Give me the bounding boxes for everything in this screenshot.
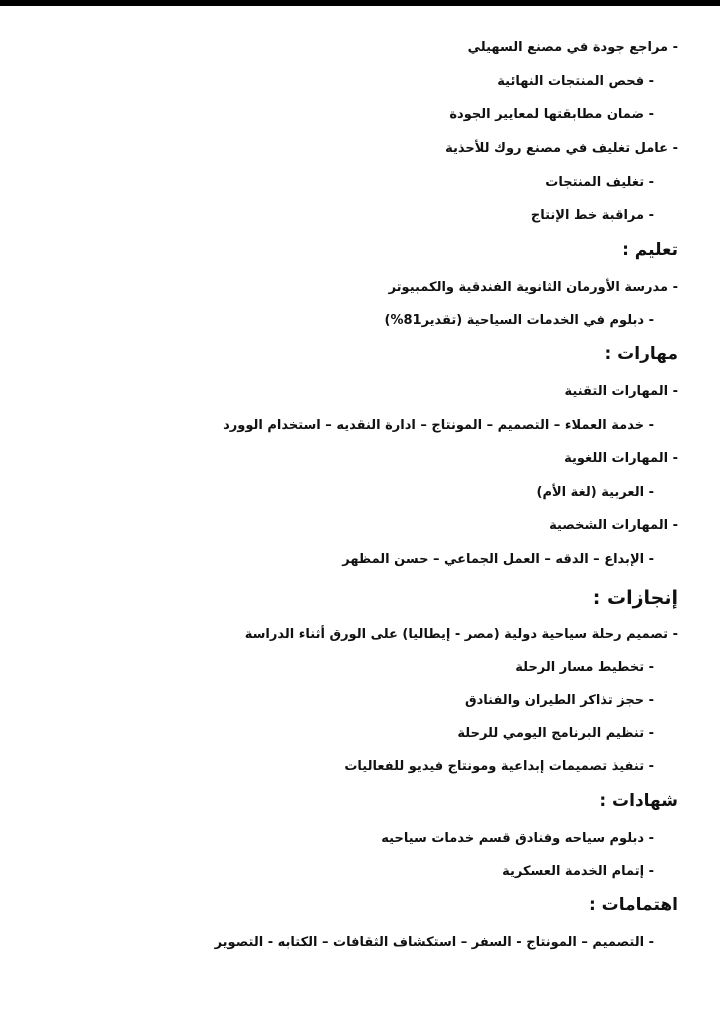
list-item: - العربية (لغة الأم) <box>536 485 654 500</box>
list-item: - مراقبة خط الإنتاج <box>530 208 654 223</box>
list-item: - تنظيم البرنامج اليومي للرحلة <box>457 726 654 741</box>
skills-subheading: - المهارات التقنية <box>564 384 678 399</box>
list-item: - الإبداع – الدقه – العمل الجماعي – حسن المظهر <box>342 552 654 567</box>
interests-heading: اهتمامات : <box>588 895 678 915</box>
certificates-heading: شهادات : <box>599 791 678 811</box>
school-name: - مدرسة الأورمان الثانوية الفندقية والكمبيوتر <box>388 280 678 295</box>
job-title-rock: - عامل تغليف في مصنع روك للأحذية <box>445 141 678 156</box>
list-item: - فحص المنتجات النهائية <box>497 74 654 89</box>
list-item: - دبلوم سياحه وفنادق قسم خدمات سياحيه <box>381 831 654 846</box>
job-title-sohaily: - مراجع جودة في مصنع السهيلي <box>467 40 678 55</box>
list-item: - دبلوم في الخدمات السياحية (تقدير81%) <box>384 313 654 328</box>
list-item: - تغليف المنتجات <box>545 175 654 190</box>
achievements-heading: إنجازات : <box>592 587 678 609</box>
list-item: - خدمة العملاء – التصميم – المونتاج – ادارة النقديه – استخدام الوورد <box>223 418 654 433</box>
list-item: - ضمان مطابقتها لمعايير الجودة <box>449 107 654 122</box>
list-item: - تنفيذ تصميمات إبداعية ومونتاج فيديو للفعاليات <box>344 759 654 774</box>
achievement-title: - تصميم رحلة سياحية دولية (مصر - إيطاليا) على الورق أثناء الدراسة <box>244 627 678 642</box>
skills-subheading: - المهارات الشخصية <box>549 518 678 533</box>
skills-heading: مهارات : <box>604 344 678 364</box>
list-item: - حجز تذاكر الطيران والفنادق <box>464 693 654 708</box>
skills-subheading: - المهارات اللغوية <box>564 451 678 466</box>
list-item: - التصميم – المونتاج - السفر – استكشاف الثقافات – الكتابه - التصوير <box>214 935 654 950</box>
education-heading: تعليم : <box>622 240 678 260</box>
list-item: - تخطيط مسار الرحلة <box>515 660 654 675</box>
list-item: - إتمام الخدمة العسكرية <box>502 864 654 879</box>
